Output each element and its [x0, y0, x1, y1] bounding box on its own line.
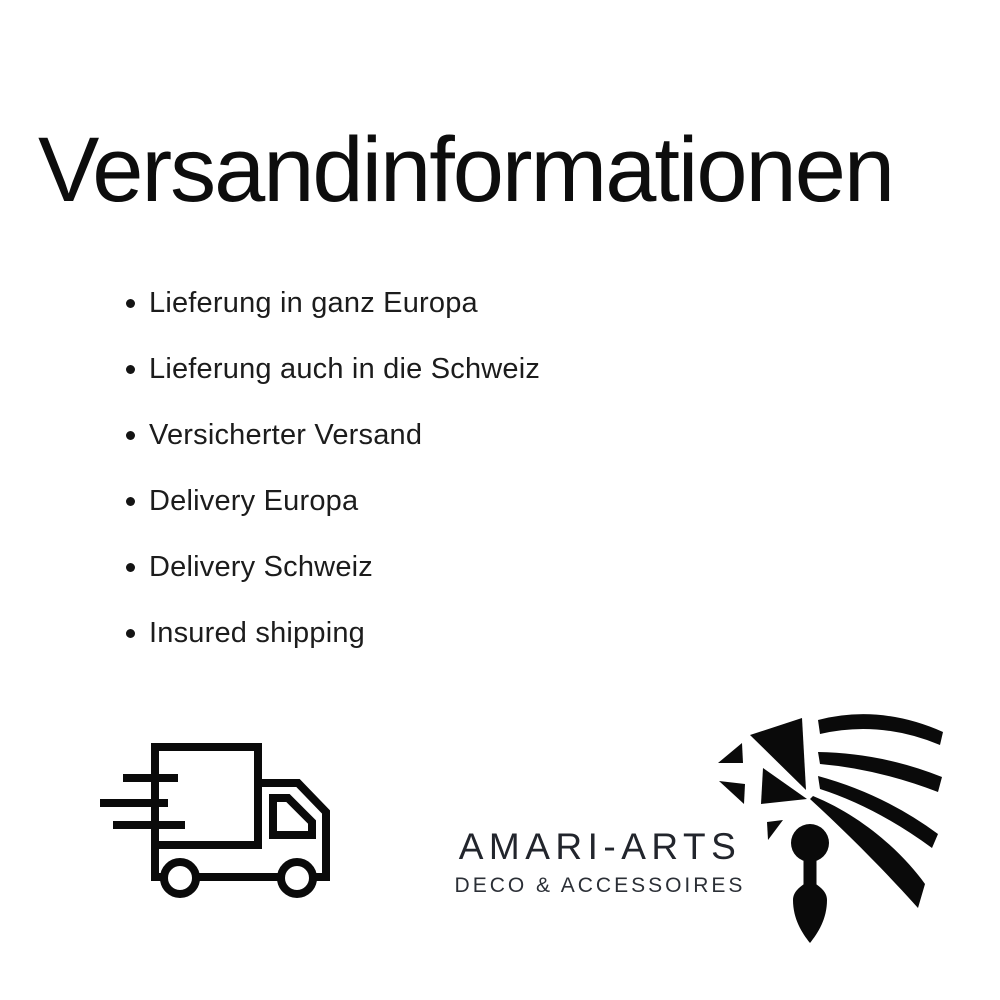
list-item-label: Delivery Schweiz — [149, 550, 373, 583]
list-item — [126, 552, 540, 582]
list-item-label: Insured shipping — [149, 616, 366, 649]
bullet-icon — [126, 299, 135, 308]
native-headdress-logo-icon — [712, 700, 952, 950]
list-item — [126, 288, 540, 318]
list-item-label: Lieferung auch in die Schweiz — [149, 352, 541, 385]
page-title: Versandinformationen — [38, 119, 894, 221]
list-item — [126, 420, 540, 450]
shipping-list — [126, 288, 540, 684]
bullet-icon — [126, 629, 135, 638]
brand-name: AMARI-ARTS — [458, 826, 742, 867]
bullet-icon — [126, 563, 135, 572]
bullet-icon — [126, 365, 135, 374]
list-item-label: Delivery Europa — [149, 484, 359, 517]
list-item-label: Versicherter Versand — [149, 418, 423, 451]
list-item-label: Lieferung in ganz Europa — [149, 286, 478, 319]
list-item — [126, 618, 540, 648]
bullet-icon — [126, 431, 135, 440]
bullet-icon — [126, 497, 135, 506]
delivery-truck-icon — [95, 722, 345, 907]
list-item — [126, 354, 540, 384]
brand-tagline: DECO & ACCESSOIRES — [454, 874, 746, 897]
list-item — [126, 486, 540, 516]
